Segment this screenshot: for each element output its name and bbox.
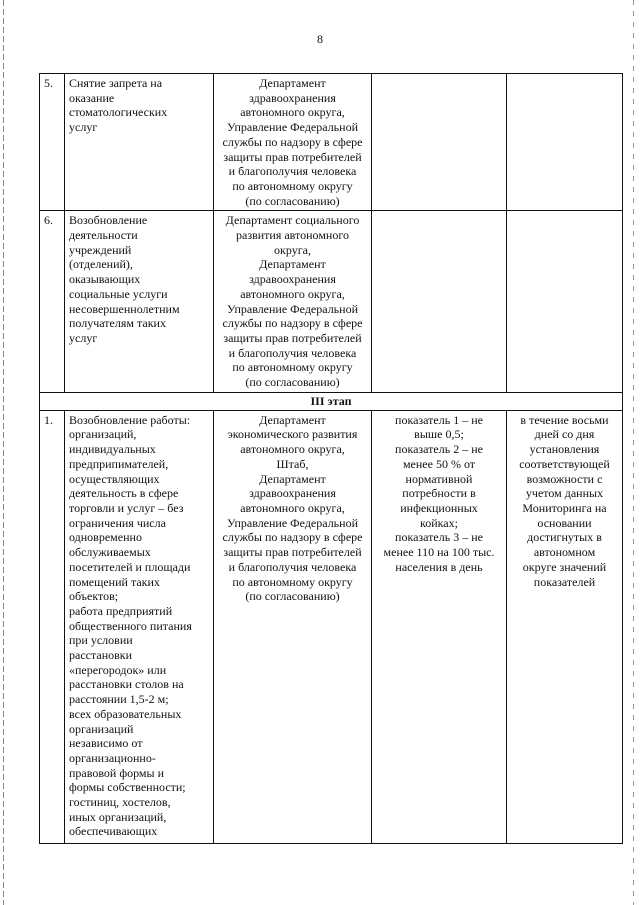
row-number: 6. (40, 211, 65, 392)
text-line: иных организаций, (69, 809, 167, 824)
text-line: развития автономного (236, 228, 349, 243)
indicators-cell (372, 211, 507, 392)
measures-table (39, 73, 623, 844)
table-row (40, 211, 623, 392)
text-line: независимо от (69, 736, 143, 751)
text-line: торговли и услуг – без (69, 500, 184, 515)
text-line: предприпимателей, (69, 456, 169, 471)
text-line: оказание (69, 90, 115, 105)
text-line: и благополучия человека (228, 164, 357, 179)
text-line: Департамент (259, 471, 326, 486)
text-line: Департамент (259, 76, 326, 90)
text-line: деятельности (69, 228, 138, 243)
text-line: потребности в (402, 486, 476, 501)
text-line: Возобновление (69, 213, 148, 228)
indicators-cell (372, 410, 507, 843)
text-line: Управление Федеральной (227, 301, 358, 316)
text-line: организаций, (69, 427, 137, 442)
term-cell (507, 211, 623, 392)
text-line: и благополучия человека (228, 559, 357, 574)
text-line: одновременно (69, 530, 142, 545)
scan-edge-left (3, 0, 4, 905)
indicators-cell (372, 74, 507, 211)
text-line: инфекционных (400, 500, 478, 515)
text-line: организационно- (69, 750, 156, 765)
text-line: (по согласованию) (245, 589, 340, 604)
text-line: показатель 3 – не (395, 530, 483, 545)
text-line: социальные услуги (69, 286, 168, 301)
text-line: (по согласованию) (245, 193, 340, 208)
text-line: «перегородок» или (69, 662, 167, 677)
text-line: по автономному округу (232, 178, 353, 193)
text-line: здравоохранения (249, 272, 336, 287)
text-line: службы по надзору в сфере (222, 134, 363, 149)
text-line: работа предприятий (69, 603, 173, 618)
text-line: получателям таких (69, 316, 166, 331)
text-line: населения в день (395, 559, 483, 574)
responsible-bodies (214, 74, 372, 211)
text-line: здравоохранения (249, 486, 336, 501)
text-line: по автономному округу (232, 574, 353, 589)
table-row (40, 410, 623, 843)
text-line: основании (537, 515, 592, 530)
text-line: защиты прав потребителей (223, 330, 362, 345)
term-cell (507, 74, 623, 211)
text-line: учетом данных (525, 486, 604, 501)
text-line: посетителей и площади (69, 559, 191, 574)
scan-edge-right (633, 0, 634, 905)
text-line: несовершеннолетним (69, 301, 180, 316)
text-line: менее 110 на 100 тыс. (383, 545, 495, 560)
text-line: осуществляющих (69, 471, 160, 486)
text-line: дней со дня (534, 427, 595, 442)
text-line: ограничения числа (69, 515, 166, 530)
measure-name (65, 410, 214, 843)
measure-name (65, 74, 214, 211)
stage-header: III этап (40, 392, 623, 410)
text-line: Департамент социального (225, 213, 360, 228)
text-line: деятельность в сфере (69, 486, 179, 501)
text-line: достигнутых в (527, 530, 602, 545)
text-line: обслуживаемых (69, 545, 151, 560)
text-line: экономического развития (227, 427, 358, 442)
text-line: округа, (274, 242, 311, 257)
text-line: услуг (69, 120, 98, 135)
text-line: Штаб, (276, 456, 309, 471)
text-line: объектов; (69, 589, 119, 604)
text-line: по автономному округу (232, 360, 353, 375)
text-line: защиты прав потребителей (223, 545, 362, 560)
text-line: Возобновление работы: (69, 412, 191, 427)
text-line: менее 50 % от (402, 456, 476, 471)
text-line: (по согласованию) (245, 375, 340, 390)
responsible-bodies (214, 211, 372, 392)
row-number: 1. (40, 410, 65, 843)
term-cell (507, 410, 623, 843)
text-line: нормативной (405, 471, 473, 486)
text-line: автономного округа, (240, 105, 345, 120)
text-line: службы по надзору в сфере (222, 316, 363, 331)
text-line: организаций (69, 721, 134, 736)
text-line: общественного питания (69, 618, 192, 633)
text-line: автономном (533, 545, 596, 560)
text-line: Управление Федеральной (227, 120, 358, 135)
text-line: расстановки (69, 648, 133, 663)
text-line: расстановки столов на (69, 677, 184, 692)
text-line: выше 0,5; (414, 427, 464, 442)
text-line: Мониторинга на (522, 500, 607, 515)
text-line: расстоянии 1,5-2 м; (69, 692, 169, 707)
text-line: округе значений (522, 559, 607, 574)
stage-header-row (40, 392, 623, 410)
text-line: здравоохранения (249, 90, 336, 105)
text-line: показателей (533, 574, 596, 589)
text-line: службы по надзору в сфере (222, 530, 363, 545)
text-line: в течение восьми (520, 412, 609, 427)
text-line: услуг (69, 330, 98, 345)
text-line: правовой формы и (69, 765, 165, 780)
text-line: помещений таких (69, 574, 160, 589)
text-line: всех образовательных (69, 706, 182, 721)
responsible-bodies (214, 410, 372, 843)
text-line: автономного округа, (240, 442, 345, 457)
text-line: и благополучия человека (228, 345, 357, 360)
row-number: 5. (40, 74, 65, 211)
text-line: установления (529, 442, 600, 457)
text-line: формы собственности; (69, 780, 186, 795)
text-line: (отделений), (69, 257, 133, 272)
text-line: защиты прав потребителей (223, 149, 362, 164)
text-line: соответствующей (519, 456, 610, 471)
text-line: койках; (420, 515, 458, 530)
table-row (40, 74, 623, 211)
text-line: Департамент (259, 412, 326, 427)
text-line: оказывающих (69, 272, 141, 287)
text-line: Управление Федеральной (227, 515, 358, 530)
text-line: при условии (69, 633, 133, 648)
text-line: Департамент (259, 257, 326, 272)
text-line: показатель 2 – не (395, 442, 483, 457)
text-line: обеспечивающих (69, 824, 158, 839)
text-line: автономного округа, (240, 500, 345, 515)
text-line: автономного округа, (240, 286, 345, 301)
text-line: гостиниц, хостелов, (69, 795, 171, 810)
text-line: Снятие запрета на (69, 76, 163, 90)
text-line: показатель 1 – не (395, 412, 483, 427)
text-line: возможности с (526, 471, 603, 486)
page-number: 8 (317, 32, 323, 46)
text-line: индивидуальных (69, 442, 156, 457)
text-line: стоматологических (69, 105, 168, 120)
text-line: учреждений (69, 242, 132, 257)
measure-name (65, 211, 214, 392)
